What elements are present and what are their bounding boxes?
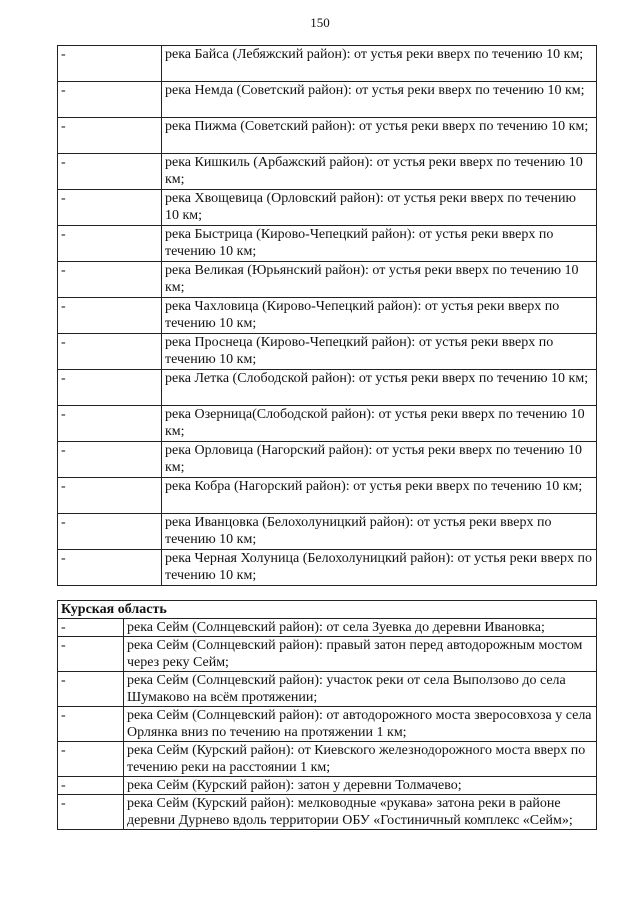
- table-row: [58, 406, 597, 442]
- row-text: река Сейм (Солнцевский район): правый затон перед автодорожным мостом через реку Сейм;: [124, 637, 597, 672]
- row-text: река Сейм (Курский район): затон у деревни Толмачево;: [124, 777, 597, 795]
- row-marker: -: [58, 619, 124, 637]
- row-text: река Кобра (Нагорский район): от устья реки вверх по течению 10 км;: [162, 478, 597, 514]
- table-row: [58, 154, 597, 190]
- row-text: река Байса (Лебяжский район): от устья реки вверх по течению 10 км;: [162, 46, 597, 82]
- table-row: [58, 118, 597, 154]
- row-marker: -: [58, 262, 162, 298]
- table-row: [58, 514, 597, 550]
- row-text: река Пижма (Советский район): от устья реки вверх по течению 10 км;: [162, 118, 597, 154]
- row-text: река Проснеца (Кирово-Чепецкий район): от устья реки вверх по течению 10 км;: [162, 334, 597, 370]
- table-row: [58, 478, 597, 514]
- table-row: [58, 707, 597, 742]
- row-marker: -: [58, 190, 162, 226]
- row-marker: -: [58, 550, 162, 586]
- row-marker: -: [58, 777, 124, 795]
- row-text: река Сейм (Солнцевский район): от автодорожного моста зверосовхоза у села Орлянка вниз по течению на протяжении 1 км;: [124, 707, 597, 742]
- row-marker: -: [58, 82, 162, 118]
- row-text: река Великая (Юрьянский район): от устья реки вверх по течению 10 км;: [162, 262, 597, 298]
- table-row: [58, 550, 597, 586]
- row-text: река Быстрица (Кирово-Чепецкий район): от устья реки вверх по течению 10 км;: [162, 226, 597, 262]
- row-marker: -: [58, 118, 162, 154]
- table-row: [58, 46, 597, 82]
- table-row: [58, 190, 597, 226]
- row-marker: -: [58, 478, 162, 514]
- row-marker: -: [58, 154, 162, 190]
- row-text: река Сейм (Курский район): от Киевского железнодорожного моста вверх по течению реки на расстоянии 1 км;: [124, 742, 597, 777]
- table-row: [58, 262, 597, 298]
- row-marker: -: [58, 298, 162, 334]
- row-marker: -: [58, 795, 124, 830]
- table-row: [58, 298, 597, 334]
- table-row: [58, 226, 597, 262]
- table-row: [58, 742, 597, 777]
- region-row: [58, 601, 597, 619]
- table-row: [58, 672, 597, 707]
- table-row: [58, 442, 597, 478]
- row-marker: -: [58, 334, 162, 370]
- table-row: [58, 619, 597, 637]
- row-marker: -: [58, 672, 124, 707]
- row-marker: -: [58, 370, 162, 406]
- table-row: [58, 334, 597, 370]
- row-text: река Немда (Советский район): от устья реки вверх по течению 10 км;: [162, 82, 597, 118]
- row-text: река Озерница(Слободской район): от устья реки вверх по течению 10 км;: [162, 406, 597, 442]
- row-marker: -: [58, 442, 162, 478]
- row-text: река Сейм (Курский район): мелководные «рукава» затона реки в районе деревни Дурнево вдоль территории ОБУ «Гостиничный комплекс «Сейм»;: [124, 795, 597, 830]
- table-row: [58, 795, 597, 830]
- region-title: Курская область: [58, 601, 597, 619]
- row-text: река Иванцовка (Белохолуницкий район): от устья реки вверх по течению 10 км;: [162, 514, 597, 550]
- table-row: [58, 370, 597, 406]
- row-marker: -: [58, 46, 162, 82]
- row-text: река Сейм (Солнцевский район): участок реки от села Выползово до села Шумаково на всём протяжении;: [124, 672, 597, 707]
- row-marker: -: [58, 514, 162, 550]
- row-marker: -: [58, 406, 162, 442]
- row-text: река Черная Холуница (Белохолуницкий район): от устья реки вверх по течению 10 км;: [162, 550, 597, 586]
- row-text: река Сейм (Солнцевский район): от села Зуевка до деревни Ивановка;: [124, 619, 597, 637]
- rivers-table-1: [57, 45, 597, 586]
- row-text: река Хвощевица (Орловский район): от устья реки вверх по течению 10 км;: [162, 190, 597, 226]
- row-text: река Орловица (Нагорский район): от устья реки вверх по течению 10 км;: [162, 442, 597, 478]
- table-row: [58, 637, 597, 672]
- page-number: 150: [310, 15, 330, 30]
- row-marker: -: [58, 707, 124, 742]
- table-row: [58, 777, 597, 795]
- rivers-table-2: [57, 600, 597, 830]
- row-text: река Летка (Слободской район): от устья реки вверх по течению 10 км;: [162, 370, 597, 406]
- table-row: [58, 82, 597, 118]
- row-marker: -: [58, 637, 124, 672]
- row-marker: -: [58, 226, 162, 262]
- row-marker: -: [58, 742, 124, 777]
- row-text: река Чахловица (Кирово-Чепецкий район): от устья реки вверх по течению 10 км;: [162, 298, 597, 334]
- row-text: река Кишкиль (Арбажский район): от устья реки вверх по течению 10 км;: [162, 154, 597, 190]
